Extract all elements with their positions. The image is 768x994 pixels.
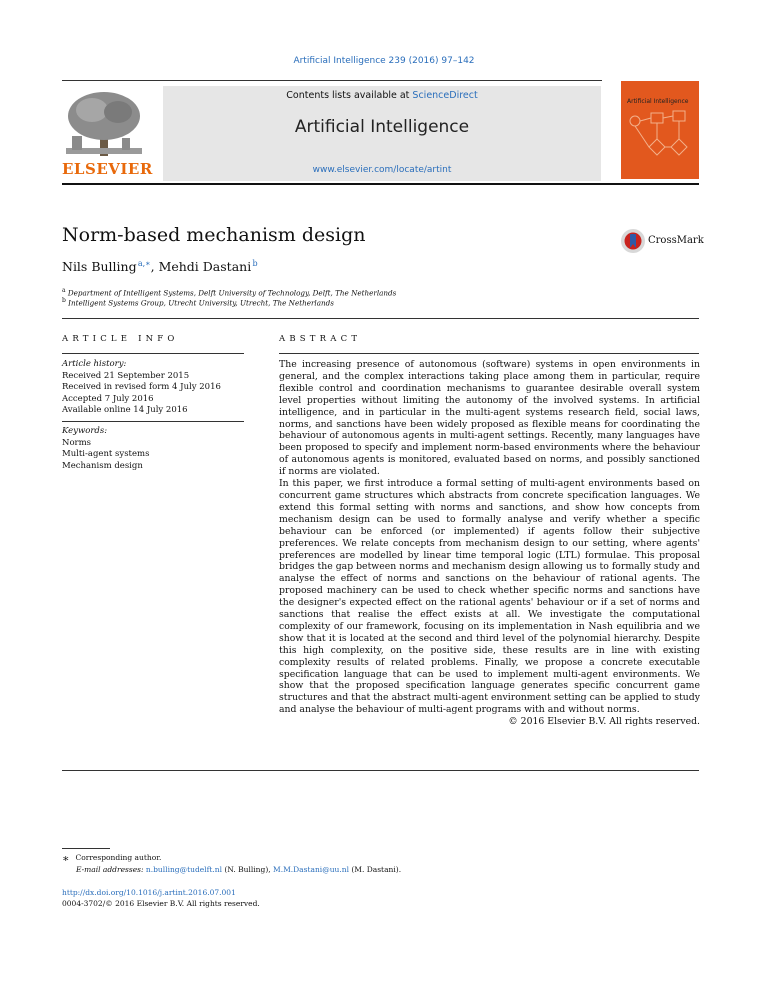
footnote — [62, 852, 401, 875]
abstract-heading: ABSTRACT — [279, 334, 362, 344]
keyword: Multi-agent systems — [62, 449, 150, 460]
header-bottom-rule — [62, 183, 699, 185]
doi-link[interactable]: http://dx.doi.org/10.1016/j.artint.2016.07.001 — [62, 888, 236, 897]
email-link[interactable]: M.M.Dastani@uu.nl — [273, 865, 349, 874]
issn-line: 0004-3702/© 2016 Elsevier B.V. All rights reserved. — [62, 899, 260, 908]
journal-url-link[interactable]: www.elsevier.com/locate/artint — [312, 165, 452, 175]
email-link[interactable]: n.bulling@tudelft.nl — [145, 865, 222, 874]
abstract-rule — [279, 353, 699, 354]
email-owner: (M. Dastani). — [348, 865, 402, 874]
keyword: Mechanism design — [62, 460, 143, 471]
footnote-star: ∗ — [62, 852, 70, 865]
history-entry: Available online 14 July 2016 — [62, 405, 188, 416]
affiliation — [62, 297, 334, 307]
cover-diagram — [621, 81, 699, 179]
author-list — [62, 259, 258, 274]
email-owner: (N. Bulling), — [221, 865, 274, 874]
doi-block — [62, 887, 260, 909]
email-label: E-mail addresses: — [76, 865, 144, 874]
journal-title: Artificial Intelligence — [294, 117, 470, 137]
article-history — [62, 359, 244, 417]
abstract-paragraph: The increasing presence of autonomous (software) systems in open environments in general, and the complex interactions taking place among them in particular, require flexible control and coordination mechanisms to guarantee desirable overall system level properties without limiting the autonomy of the involved systems. In artificial intelligence, and in particular in the multi-agent systems research field, social laws, norms, and sanctions have been widely proposed as flexible means for coordinating the behaviour of autonomous agents in multi-agent settings. Recently, many languages have been proposed to specify and implement norm-based environments where the behaviour of autonomous agents is monitored, evaluated based on norms, and possibly sanctioned if norms are violated. — [279, 359, 700, 478]
copyright-notice: © 2016 Elsevier B.V. All rights reserved. — [508, 716, 700, 728]
history-entry: Accepted 7 July 2016 — [62, 393, 154, 404]
author-name: Nils Bulling — [62, 259, 137, 275]
keywords-label: Keywords: — [62, 426, 108, 436]
author-name: Mehdi Dastani — [158, 259, 252, 275]
corresponding-author-text: Corresponding author. — [75, 853, 162, 862]
history-entry: Received in revised form 4 July 2016 — [62, 382, 221, 393]
paper-title: Norm-based mechanism design — [62, 224, 366, 246]
crossmark-button[interactable] — [620, 228, 710, 254]
affiliation-text: Intelligent Systems Group, Utrecht University, Utrecht, The Netherlands — [68, 298, 334, 308]
history-entry: Received 21 September 2015 — [62, 370, 190, 381]
crossmark-label: CrossMark — [648, 235, 704, 246]
section-divider — [62, 318, 699, 319]
contents-prefix: Contents lists available at — [286, 90, 413, 101]
front-matter-end-rule — [62, 770, 699, 771]
crossmark-icon — [620, 228, 646, 254]
sciencedirect-link[interactable]: ScienceDirect — [412, 90, 478, 101]
history-label: Article history: — [62, 359, 127, 369]
journal-cover-image[interactable] — [621, 81, 699, 179]
footnote-rule — [62, 848, 110, 849]
keywords — [62, 426, 244, 472]
email-line — [62, 864, 401, 875]
header-top-rule — [62, 80, 602, 81]
elsevier-wordmark: ELSEVIER — [62, 160, 153, 178]
author-separator: , — [150, 259, 159, 275]
affiliation-mark: b — [62, 297, 66, 304]
author-affiliation-marks[interactable]: a,∗ — [137, 259, 151, 268]
corresponding-author-note — [62, 852, 401, 864]
article-info-rule — [62, 353, 244, 354]
author-affiliation-marks[interactable]: b — [252, 259, 258, 268]
journal-reference[interactable]: Artificial Intelligence 239 (2016) 97–142 — [293, 56, 475, 66]
keywords-rule — [62, 421, 244, 422]
affiliation — [62, 287, 396, 297]
affiliation-mark: a — [62, 287, 66, 294]
article-info-heading: ARTICLE INFO — [62, 334, 179, 344]
abstract-body — [279, 359, 700, 728]
keyword: Norms — [62, 437, 92, 448]
contents-line — [163, 90, 601, 101]
abstract-paragraph: In this paper, we first introduce a formal setting of multi-agent environments based on concurrent game structures which abstracts from concrete specification languages. We extend this formal setting with norms and sanctions, and show how concepts from mechanism design can be used to formally analyse and verify whether a specific behaviour can be enforced (or implemented) if agents follow their subjective preferences. We relate concepts from mechanism design to our setting, where agents' preferences are modelled by linear time temporal logic (LTL) formulae. This proposal bridges the gap between norms and mechanism design allowing us to formally study and analyse the effect of norms and sanctions on the behaviour of rational agents. The proposed machinery can be used to check whether specific norms and sanctions have the designer's expected effect on the rational agents' behaviour or if a set of norms and sanctions that realise the effect exists at all. We investigate the computational complexity of our framework, focusing on its implementation in Nash equilibria and we show that it is located at the second and third level of the polynomial hierarchy. Despite this high complexity, on the positive side, these results are in line with existing complexity results of related problems. Finally, we propose a concrete executable specification language that can be used to implement multi-agent environments. We show that the proposed specification language generates specific concurrent game structures and that the abstract multi-agent environment setting can be applied to study and analyse the behaviour of multi-agent programs with and without norms. — [279, 478, 700, 716]
affiliation-text: Department of Intelligent Systems, Delft University of Technology, Delft, The Netherlands — [67, 288, 397, 298]
cover-title: Artificial Intelligence — [627, 98, 689, 105]
